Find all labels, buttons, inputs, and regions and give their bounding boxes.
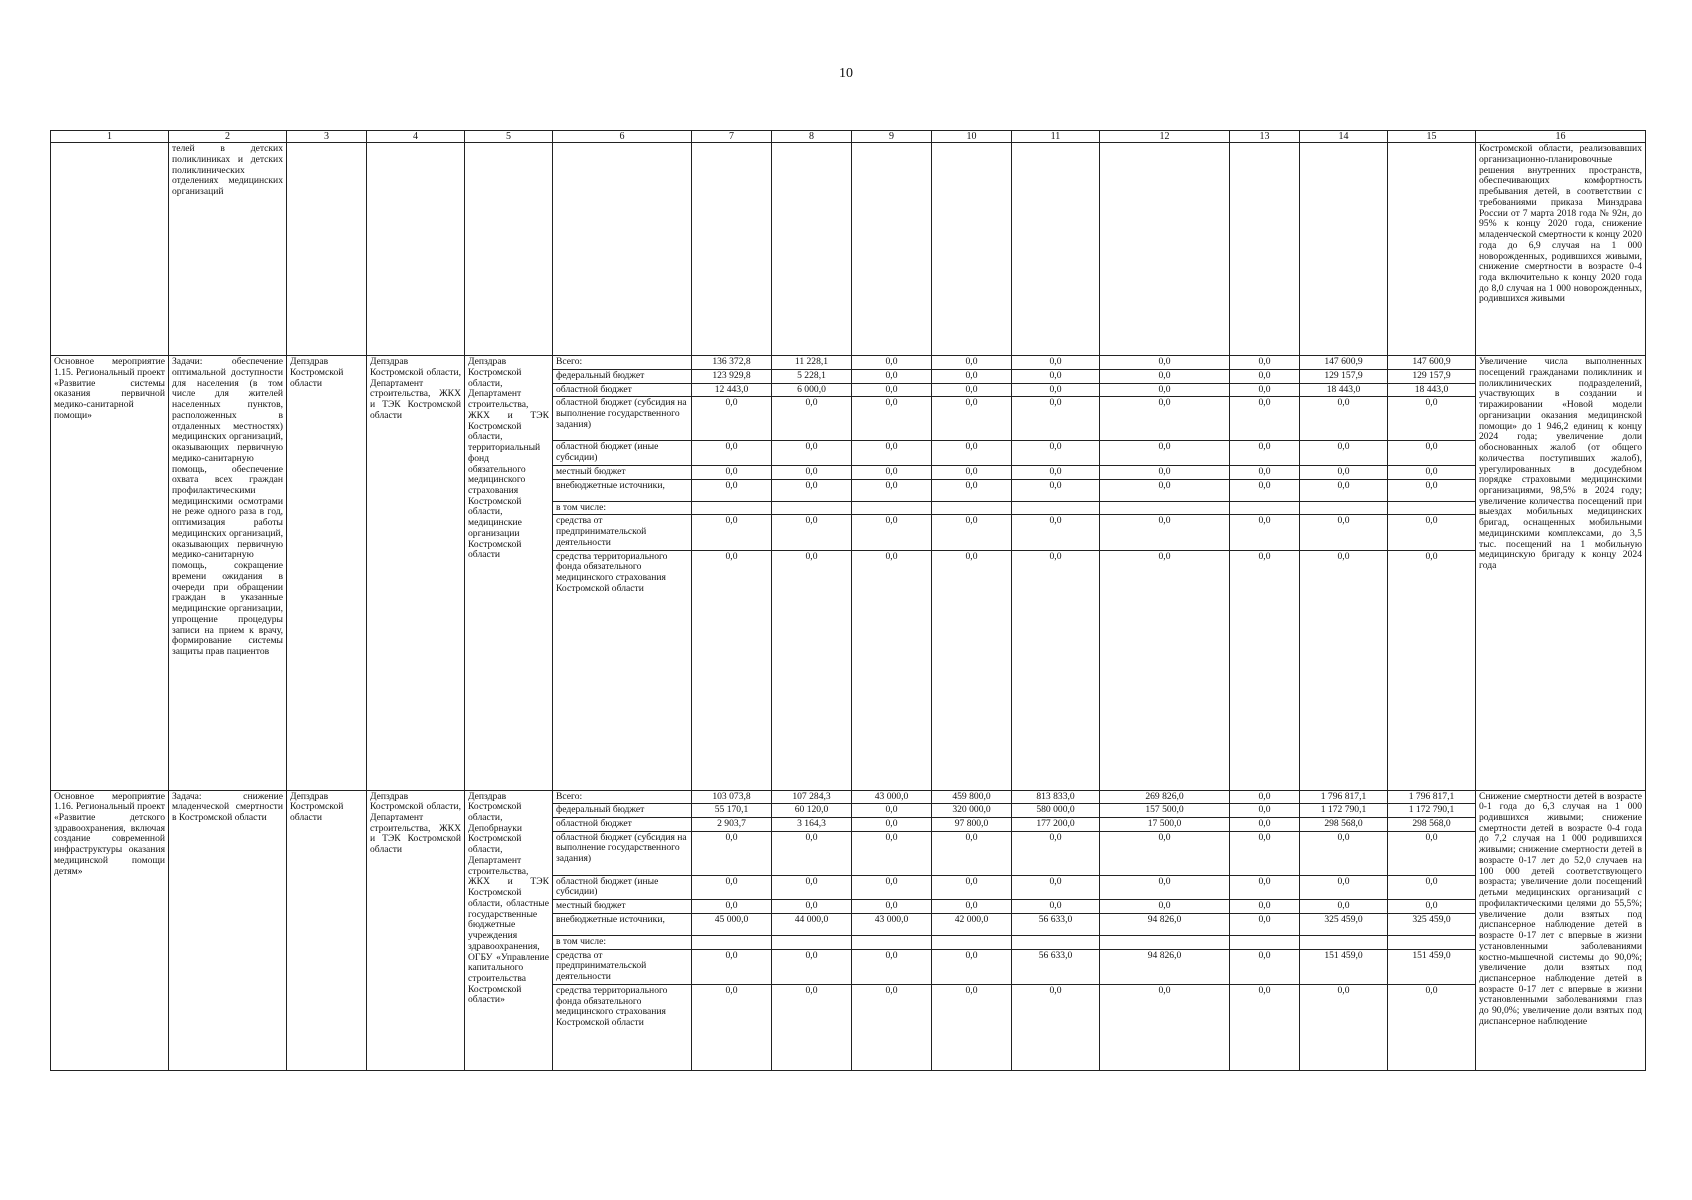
finance-value	[852, 501, 932, 515]
finance-value: 0,0	[1230, 515, 1300, 550]
block1-col1: Основное мероприятие 1.15. Региональный проект «Развитие системы оказания первичной медико-санитарной помощи»	[51, 356, 169, 790]
finance-value: 0,0	[1012, 369, 1100, 383]
finance-value: 0,0	[692, 465, 772, 479]
block2-col3: Депздрав Костромской области	[287, 790, 367, 1070]
column-header-11: 11	[1012, 131, 1100, 143]
finance-value: 0,0	[852, 804, 932, 818]
finance-value: 0,0	[932, 949, 1012, 984]
finance-value: 0,0	[1100, 465, 1230, 479]
finance-value: 0,0	[1012, 984, 1100, 1070]
source-label: федеральный бюджет	[553, 369, 692, 383]
finance-value: 0,0	[1012, 875, 1100, 899]
finance-value: 0,0	[1012, 397, 1100, 441]
finance-value: 1 796 817,1	[1388, 790, 1476, 804]
cont-task-text: телей в детских поликлиниках и детских поликлинических отделениях медицинских организаций	[169, 143, 287, 356]
finance-value: 0,0	[1012, 465, 1100, 479]
finance-value: 0,0	[1012, 831, 1100, 875]
finance-value: 56 633,0	[1012, 913, 1100, 935]
finance-value: 0,0	[1230, 383, 1300, 397]
finance-value	[1230, 935, 1300, 949]
finance-value: 107 284,3	[772, 790, 852, 804]
finance-value: 0,0	[1230, 984, 1300, 1070]
source-label: областной бюджет (иные субсидии)	[553, 441, 692, 465]
column-header-5: 5	[465, 131, 553, 143]
column-header-4: 4	[367, 131, 465, 143]
finance-value: 0,0	[932, 984, 1012, 1070]
finance-value: 0,0	[1388, 515, 1476, 550]
finance-value: 0,0	[1230, 949, 1300, 984]
finance-value: 0,0	[1100, 441, 1230, 465]
finance-value: 0,0	[1388, 875, 1476, 899]
finance-value: 0,0	[1100, 515, 1230, 550]
finance-value: 0,0	[1230, 441, 1300, 465]
finance-value: 43 000,0	[852, 913, 932, 935]
finance-value: 0,0	[852, 900, 932, 914]
source-label: в том числе:	[553, 935, 692, 949]
finance-value: 0,0	[1388, 479, 1476, 501]
finance-value: 0,0	[1012, 900, 1100, 914]
column-header-12: 12	[1100, 131, 1230, 143]
finance-value: 0,0	[1230, 900, 1300, 914]
finance-value: 56 633,0	[1012, 949, 1100, 984]
finance-value: 0,0	[932, 383, 1012, 397]
finance-value: 0,0	[1012, 479, 1100, 501]
finance-value: 813 833,0	[1012, 790, 1100, 804]
column-header-14: 14	[1300, 131, 1388, 143]
finance-value: 0,0	[1230, 369, 1300, 383]
finance-value: 0,0	[1300, 479, 1388, 501]
finance-value: 0,0	[772, 479, 852, 501]
finance-value: 0,0	[932, 369, 1012, 383]
finance-value: 11 228,1	[772, 356, 852, 370]
finance-value: 0,0	[1230, 875, 1300, 899]
finance-value	[1300, 935, 1388, 949]
finance-value: 0,0	[772, 831, 852, 875]
finance-value: 0,0	[692, 550, 772, 790]
finance-value	[932, 935, 1012, 949]
finance-value: 6 000,0	[772, 383, 852, 397]
finance-value: 0,0	[1100, 356, 1230, 370]
finance-value: 0,0	[692, 479, 772, 501]
finance-value: 1 172 790,1	[1388, 804, 1476, 818]
column-header-9: 9	[852, 131, 932, 143]
finance-value: 0,0	[692, 441, 772, 465]
finance-value: 0,0	[1230, 465, 1300, 479]
finance-value: 0,0	[1230, 397, 1300, 441]
finance-value: 129 157,9	[1388, 369, 1476, 383]
finance-value: 580 000,0	[1012, 804, 1100, 818]
finance-value: 0,0	[692, 875, 772, 899]
finance-value: 0,0	[692, 831, 772, 875]
finance-value: 0,0	[852, 383, 932, 397]
finance-value	[1230, 501, 1300, 515]
finance-value: 0,0	[772, 397, 852, 441]
finance-value: 0,0	[1388, 397, 1476, 441]
finance-value: 147 600,9	[1300, 356, 1388, 370]
finance-value: 0,0	[1300, 900, 1388, 914]
finance-value: 0,0	[1300, 515, 1388, 550]
source-label: в том числе:	[553, 501, 692, 515]
finance-value: 0,0	[772, 949, 852, 984]
finance-value: 0,0	[1012, 383, 1100, 397]
block1-col5: Депздрав Костромской области, Департамент строительства, ЖКХ и ТЭК Костромской области, территориальный фонд обязательного медицинского страхования Костромской области, медицинские организации Костромской области	[465, 356, 553, 790]
column-header-1: 1	[51, 131, 169, 143]
finance-value: 0,0	[772, 465, 852, 479]
finance-value: 0,0	[1230, 831, 1300, 875]
finance-value: 0,0	[1012, 550, 1100, 790]
block2-col2: Задача: снижение младенческой смертности в Костромской области	[169, 790, 287, 1070]
finance-value: 0,0	[1230, 913, 1300, 935]
finance-value: 0,0	[1388, 831, 1476, 875]
finance-value: 0,0	[692, 900, 772, 914]
finance-value: 0,0	[1100, 831, 1230, 875]
source-label: местный бюджет	[553, 465, 692, 479]
finance-value: 0,0	[1100, 383, 1230, 397]
finance-value: 151 459,0	[1388, 949, 1476, 984]
source-label: Всего:	[553, 790, 692, 804]
finance-value: 123 929,8	[692, 369, 772, 383]
finance-value: 0,0	[1388, 984, 1476, 1070]
finance-value: 0,0	[692, 984, 772, 1070]
cont-result-text: Костромской области, реализовавших организационно-планировочные решения внутренних пространств, обеспечивающих комфортность пребывания детей, в соответствии с требованиями приказа Минздрава России от 7 марта 2018 года № 92н, до 95% к концу 2020 года, снижение младенческой смертности к концу 2020 года до 6,9 случая на 1 000 новорожденных, родившихся живыми, снижение смертности в возрасте 0-4 года включительно к концу 2020 года до 8,0 случая на 1 000 новорожденных, родившихся живыми	[1476, 143, 1646, 356]
finance-value: 18 443,0	[1300, 383, 1388, 397]
finance-value: 0,0	[1388, 550, 1476, 790]
finance-value: 0,0	[1100, 900, 1230, 914]
finance-value: 0,0	[772, 441, 852, 465]
finance-value: 0,0	[1388, 465, 1476, 479]
finance-value: 0,0	[852, 479, 932, 501]
finance-value	[852, 935, 932, 949]
source-label: областной бюджет	[553, 383, 692, 397]
finance-value: 136 372,8	[692, 356, 772, 370]
finance-value: 0,0	[1012, 515, 1100, 550]
finance-value: 0,0	[772, 550, 852, 790]
block1-col3: Депздрав Костромской области	[287, 356, 367, 790]
finance-value: 43 000,0	[852, 790, 932, 804]
continuation-row	[51, 143, 1646, 356]
finance-value: 0,0	[932, 900, 1012, 914]
finance-value: 0,0	[772, 875, 852, 899]
finance-value	[932, 501, 1012, 515]
column-header-2: 2	[169, 131, 287, 143]
finance-value	[1388, 501, 1476, 515]
finance-value: 0,0	[692, 397, 772, 441]
finance-value: 0,0	[1230, 790, 1300, 804]
finance-value: 5 228,1	[772, 369, 852, 383]
source-label: местный бюджет	[553, 900, 692, 914]
finance-value: 0,0	[932, 356, 1012, 370]
finance-value	[1300, 501, 1388, 515]
source-label: областной бюджет (иные субсидии)	[553, 875, 692, 899]
finance-value: 129 157,9	[1300, 369, 1388, 383]
block1-result: Увеличение числа выполненных посещений гражданами поликлиник и поликлинических подразделений, участвующих в создании и тиражировании «Новой модели организации оказания медицинской помощи» до 1 946,2 единиц к концу 2024 года; увеличение доли обоснованных жалоб (от общего количества поступивших жалоб), урегулированных в досудебном порядке страховыми медицинскими организациями, 98,5% в 2024 году; увеличение количества посещений при выездах мобильных медицинских бригад, оснащенных мобильными медицинскими комплексами, до 3,5 тыс. посещений на 1 мобильную медицинскую бригаду к концу 2024 года	[1476, 356, 1646, 790]
finance-value: 459 800,0	[932, 790, 1012, 804]
finance-value: 0,0	[1100, 875, 1230, 899]
finance-value: 0,0	[1100, 550, 1230, 790]
finance-value: 0,0	[1230, 550, 1300, 790]
finance-value: 0,0	[1100, 984, 1230, 1070]
source-label: внебюджетные источники,	[553, 913, 692, 935]
finance-value: 42 000,0	[932, 913, 1012, 935]
finance-value	[1012, 935, 1100, 949]
header-row	[51, 131, 1646, 143]
finance-value: 0,0	[932, 397, 1012, 441]
finance-value: 0,0	[852, 875, 932, 899]
finance-value	[692, 935, 772, 949]
finance-value: 0,0	[1230, 356, 1300, 370]
finance-row	[51, 790, 1646, 804]
finance-value: 0,0	[852, 515, 932, 550]
finance-value: 0,0	[1300, 875, 1388, 899]
finance-value: 94 826,0	[1100, 949, 1230, 984]
column-header-13: 13	[1230, 131, 1300, 143]
finance-value: 320 000,0	[932, 804, 1012, 818]
finance-value: 147 600,9	[1388, 356, 1476, 370]
block-1-15	[51, 356, 1646, 790]
finance-value: 0,0	[932, 831, 1012, 875]
source-label: средства от предпринимательской деятельности	[553, 949, 692, 984]
source-label: Всего:	[553, 356, 692, 370]
column-header-15: 15	[1388, 131, 1476, 143]
source-label: областной бюджет (субсидия на выполнение государственного задания)	[553, 831, 692, 875]
finance-value: 151 459,0	[1300, 949, 1388, 984]
finance-value	[1388, 935, 1476, 949]
block2-col4: Депздрав Костромской области, Департамент строительства, ЖКХ и ТЭК Костромской области	[367, 790, 465, 1070]
finance-value: 0,0	[852, 949, 932, 984]
finance-value: 97 800,0	[932, 818, 1012, 832]
finance-value	[1100, 501, 1230, 515]
finance-value: 3 164,3	[772, 818, 852, 832]
source-label: областной бюджет	[553, 818, 692, 832]
finance-value: 298 568,0	[1300, 818, 1388, 832]
finance-value	[692, 501, 772, 515]
finance-value: 269 826,0	[1100, 790, 1230, 804]
finance-value: 0,0	[1300, 831, 1388, 875]
finance-row	[51, 356, 1646, 370]
finance-value: 0,0	[692, 949, 772, 984]
column-header-6: 6	[553, 131, 692, 143]
finance-value: 0,0	[1100, 479, 1230, 501]
block2-col1: Основное мероприятие 1.16. Региональный проект «Развитие детского здравоохранения, включая создание современной инфраструктуры оказания медицинской помощи детям»	[51, 790, 169, 1070]
finance-value: 0,0	[852, 465, 932, 479]
finance-value: 0,0	[1300, 465, 1388, 479]
block2-col5: Депздрав Костромской области, Депобрнауки Костромской области, Департамент строительства, ЖКХ и ТЭК Костромской области, областные государственные бюджетные учреждения здравоохранения, ОГБУ «Управление капитального строительства Костромской области»	[465, 790, 553, 1070]
finance-value: 0,0	[932, 441, 1012, 465]
source-label: федеральный бюджет	[553, 804, 692, 818]
finance-value: 45 000,0	[692, 913, 772, 935]
finance-value: 0,0	[1230, 818, 1300, 832]
finance-value: 0,0	[692, 515, 772, 550]
source-label: средства территориального фонда обязательного медицинского страхования Костромской области	[553, 550, 692, 790]
finance-value: 94 826,0	[1100, 913, 1230, 935]
finance-value: 60 120,0	[772, 804, 852, 818]
finance-value: 0,0	[852, 369, 932, 383]
finance-value: 157 500,0	[1100, 804, 1230, 818]
program-table	[50, 130, 1646, 1071]
finance-value: 18 443,0	[1388, 383, 1476, 397]
finance-value: 0,0	[852, 356, 932, 370]
finance-value: 0,0	[1100, 369, 1230, 383]
column-header-16: 16	[1476, 131, 1646, 143]
finance-value: 325 459,0	[1300, 913, 1388, 935]
source-label: областной бюджет (субсидия на выполнение государственного задания)	[553, 397, 692, 441]
finance-value: 0,0	[772, 984, 852, 1070]
column-header-3: 3	[287, 131, 367, 143]
finance-value: 0,0	[1300, 550, 1388, 790]
finance-value: 0,0	[932, 515, 1012, 550]
block-1-16	[51, 790, 1646, 1070]
finance-value: 2 903,7	[692, 818, 772, 832]
finance-value: 44 000,0	[772, 913, 852, 935]
finance-value: 0,0	[1300, 397, 1388, 441]
column-header-8: 8	[772, 131, 852, 143]
source-label: средства территориального фонда обязательного медицинского страхования Костромской области	[553, 984, 692, 1070]
finance-value: 0,0	[1300, 984, 1388, 1070]
finance-value: 0,0	[852, 831, 932, 875]
block2-result: Снижение смертности детей в возрасте 0-1 года до 6,3 случая на 1 000 родившихся живыми; снижение смертности детей в возрасте 0-4 года до 7,2 случая на 1 000 родившихся живыми; снижение смертности детей в возрасте 0-17 лет до 52,0 случаев на 100 000 детей соответствующего возраста; увеличение доли посещений детьми медицинских организаций с профилактическими целями до 55,5%; увеличение доли взятых под диспансерное наблюдение детей в возрасте 0-17 лет с впервые в жизни установленными заболеваниями костно-мышечной системы до 90,0%; увеличение доли взятых под диспансерное наблюдение детей в возрасте 0-17 лет с впервые в жизни установленными заболеваниями глаз до 90,0%; увеличение доли взятых под диспансерное наблюдение	[1476, 790, 1646, 1070]
page-number: 10	[839, 66, 853, 81]
finance-value	[1012, 501, 1100, 515]
finance-value: 0,0	[772, 900, 852, 914]
finance-value: 0,0	[932, 479, 1012, 501]
finance-value: 0,0	[1300, 441, 1388, 465]
finance-value	[1100, 935, 1230, 949]
finance-value: 0,0	[932, 465, 1012, 479]
finance-value: 103 073,8	[692, 790, 772, 804]
source-label: средства от предпринимательской деятельности	[553, 515, 692, 550]
column-header-7: 7	[692, 131, 772, 143]
finance-value: 0,0	[852, 550, 932, 790]
finance-value: 0,0	[1100, 397, 1230, 441]
finance-value: 0,0	[1012, 441, 1100, 465]
finance-value: 0,0	[852, 984, 932, 1070]
finance-value: 0,0	[852, 397, 932, 441]
finance-value	[772, 935, 852, 949]
finance-value: 177 200,0	[1012, 818, 1100, 832]
block1-col4: Депздрав Костромской области, Департамент строительства, ЖКХ и ТЭК Костромской области	[367, 356, 465, 790]
finance-value: 55 170,1	[692, 804, 772, 818]
finance-value: 1 796 817,1	[1300, 790, 1388, 804]
column-header-10: 10	[932, 131, 1012, 143]
finance-value: 0,0	[932, 550, 1012, 790]
finance-value: 17 500,0	[1100, 818, 1230, 832]
finance-value: 0,0	[1388, 900, 1476, 914]
finance-value: 0,0	[1012, 356, 1100, 370]
finance-value: 0,0	[1230, 804, 1300, 818]
finance-value: 0,0	[852, 441, 932, 465]
finance-value: 325 459,0	[1388, 913, 1476, 935]
finance-value: 298 568,0	[1388, 818, 1476, 832]
finance-value: 1 172 790,1	[1300, 804, 1388, 818]
finance-value	[772, 501, 852, 515]
finance-value: 0,0	[1230, 479, 1300, 501]
finance-value: 0,0	[852, 818, 932, 832]
finance-value: 0,0	[932, 875, 1012, 899]
finance-value: 0,0	[1388, 441, 1476, 465]
finance-value: 12 443,0	[692, 383, 772, 397]
source-label: внебюджетные источники,	[553, 479, 692, 501]
block1-col2: Задачи: обеспечение оптимальной доступности для населения (в том числе для жителей населенных пунктов, расположенных в отдаленных местностях) медицинских организаций, оказывающих первичную медико-санитарную помощь, обеспечение охвата всех граждан профилактическими медицинскими осмотрами не реже одного раза в год, оптимизация работы медицинских организаций, оказывающих первичную медико-санитарную помощь, сокращение времени ожидания в очереди при обращении граждан в указанные медицинские организации, упрощение процедуры записи на прием к врачу, формирование системы защиты прав пациентов	[169, 356, 287, 790]
finance-value: 0,0	[772, 515, 852, 550]
